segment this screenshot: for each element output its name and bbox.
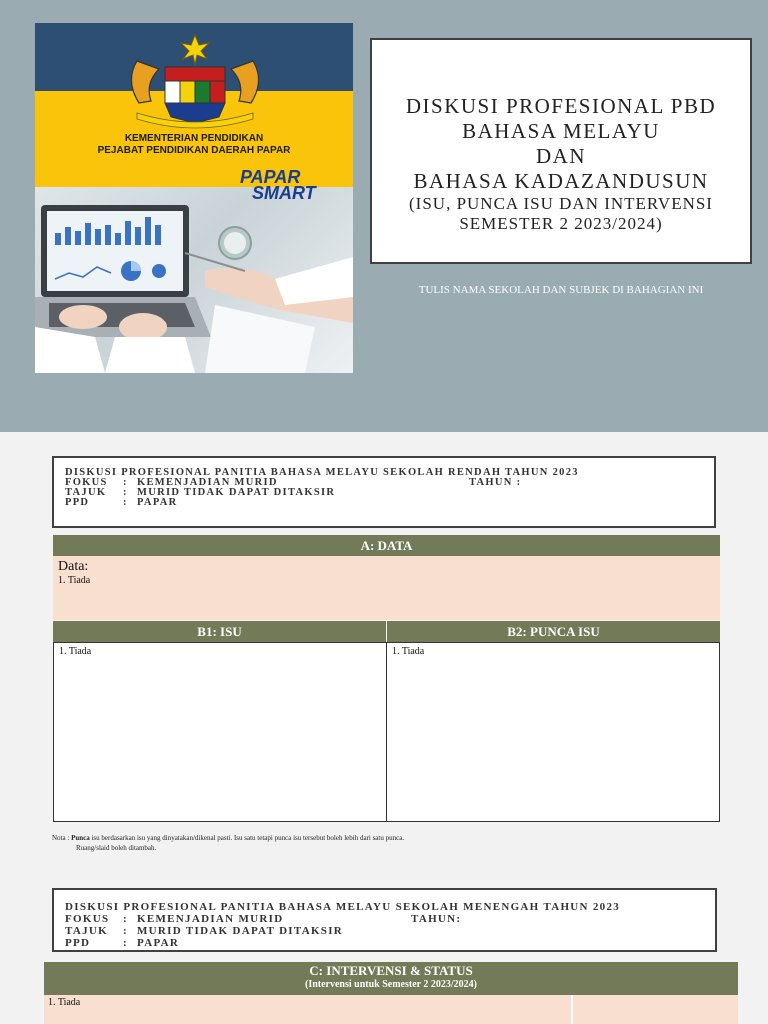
c-item-1: 1. Tiada	[48, 997, 81, 1008]
note-line-2: Ruang/slaid boleh ditambah.	[76, 844, 157, 852]
form2-ppd-label: PPD	[65, 937, 91, 949]
title-line-5: (ISU, PUNCA ISU DAN INTERVENSI	[409, 194, 713, 213]
note-prefix: Nota :	[52, 834, 72, 842]
form1-colon: :	[123, 487, 128, 498]
form1-colon: :	[123, 497, 128, 508]
b1-item-1: 1. Tiada	[59, 646, 92, 657]
section-a-title: A: DATA	[360, 538, 413, 553]
form1-tajuk-label: TAJUK	[65, 487, 107, 498]
cover-org-text	[35, 133, 353, 157]
form2-colon: :	[123, 925, 128, 937]
section-c-subtitle: (Intervensi untuk Semester 2 2023/2024)	[304, 979, 478, 990]
title-text	[372, 94, 750, 234]
note-body: isu berdasarkan isu yang dinyatakan/dikenal pasti. Isu satu tetapi punca isu tersebut boleh lebih dari satu punca.	[89, 834, 405, 842]
title-line-1: DISKUSI PROFESIONAL PBD	[405, 94, 717, 118]
form1-fokus-label: FOKUS	[65, 477, 108, 488]
section-c-body[interactable]	[44, 995, 738, 1024]
form1-tahun-label: TAHUN :	[469, 477, 522, 488]
section-b1-title: B1: ISU	[197, 624, 242, 639]
note-bold: Punca	[71, 834, 90, 842]
laptop-photo	[35, 183, 353, 373]
b2-item-1: 1. Tiada	[392, 646, 425, 657]
title-line-4: BAHASA KADAZANDUSUN	[413, 169, 709, 193]
data-item-1: 1. Tiada	[58, 575, 91, 586]
form2-tajuk-label: TAJUK	[65, 925, 108, 937]
section-c-divider	[571, 995, 573, 1024]
title-line-3: DAN	[536, 144, 586, 168]
section-b2-title: B2: PUNCA ISU	[507, 624, 600, 639]
note-text	[52, 833, 404, 853]
title-line-2: BAHASA MELAYU	[462, 119, 660, 143]
form2-tajuk-value: MURID TIDAK DAPAT DITAKSIR	[137, 925, 344, 937]
form2-colon: :	[123, 937, 128, 949]
school-subject-placeholder[interactable]: TULIS NAMA SEKOLAH DAN SUBJEK DI BAHAGIAN INI	[418, 284, 704, 296]
section-b1-body[interactable]	[53, 642, 387, 822]
form1-colon: :	[123, 477, 128, 488]
ministry-name: KEMENTERIAN PENDIDIKAN	[124, 133, 264, 144]
section-a-header	[53, 535, 720, 556]
district-office-name: PEJABAT PENDIDIKAN DAERAH PAPAR	[97, 145, 291, 156]
form1-tajuk-value: MURID TIDAK DAPAT DITAKSIR	[137, 487, 336, 498]
papar-smart-logo	[240, 169, 316, 201]
section-b2-body[interactable]	[386, 642, 720, 822]
form1-ppd-value: PAPAR	[137, 497, 178, 508]
form2-fokus-value: KEMENJADIAN MURID	[137, 913, 284, 925]
cover-image	[35, 23, 353, 373]
form1-fokus-value: KEMENJADIAN MURID	[137, 477, 278, 488]
section-b1-header	[53, 621, 386, 642]
form2-ppd-value: PAPAR	[137, 937, 180, 949]
brand-smart: SMART	[252, 183, 316, 203]
form1-heading: DISKUSI PROFESIONAL PANITIA BAHASA MELAYU SEKOLAH RENDAH TAHUN 2023	[65, 467, 579, 478]
malaysia-coat-of-arms-icon	[115, 31, 275, 131]
form2-heading: DISKUSI PROFESIONAL PANITIA BAHASA MELAYU SEKOLAH MENENGAH TAHUN 2023	[65, 901, 621, 913]
form2-fokus-label: FOKUS	[65, 913, 110, 925]
title-slide	[0, 0, 768, 432]
form1-ppd-label: PPD	[65, 497, 90, 508]
brand-papar: PAPAR	[240, 167, 301, 187]
section-c-header	[44, 962, 738, 995]
form1-header	[52, 456, 716, 528]
data-label: Data:	[58, 559, 89, 574]
title-box[interactable]	[370, 38, 752, 264]
laptop-photo-illustration	[35, 183, 353, 373]
section-b2-header	[387, 621, 720, 642]
form2-tahun-label: TAHUN:	[411, 913, 462, 925]
section-c-title: C: INTERVENSI & STATUS	[309, 963, 473, 978]
form2-header	[52, 888, 717, 952]
section-a-body[interactable]	[53, 556, 720, 620]
form2-colon: :	[123, 913, 128, 925]
title-line-6: SEMESTER 2 2023/2024)	[459, 214, 663, 233]
